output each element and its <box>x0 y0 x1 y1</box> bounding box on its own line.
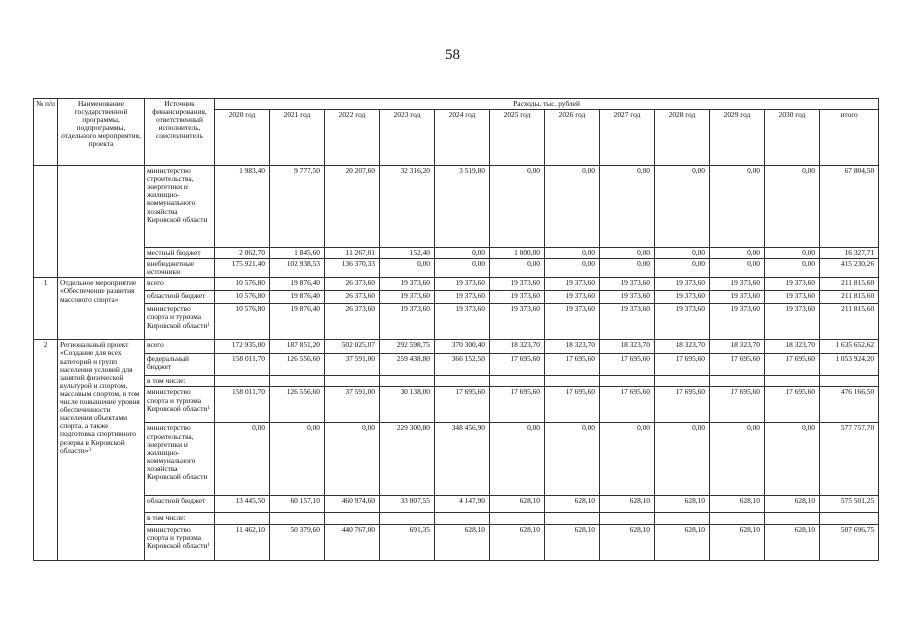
measure-name <box>58 340 145 560</box>
funding-source <box>145 248 215 259</box>
header-year: 2026 год <box>545 110 600 166</box>
amount-cell <box>600 513 655 524</box>
budget-table <box>33 98 879 561</box>
funding-source-text: министерство спорта и туризма Кировской области <box>147 387 208 413</box>
funding-source <box>145 496 215 513</box>
amount-cell: 152,40 <box>380 248 435 259</box>
amount-cell: 2 062,70 <box>215 248 270 259</box>
amount-cell: 26 373,60 <box>325 304 380 340</box>
amount-cell: 17 695,60 <box>545 387 600 423</box>
table-row <box>34 291 879 304</box>
funding-source-text: федеральный бюджет <box>147 354 189 372</box>
amount-cell: 0,00 <box>710 166 765 248</box>
amount-cell: 691,35 <box>380 524 435 560</box>
measure-name <box>58 278 145 340</box>
amount-cell: 126 556,60 <box>270 354 325 376</box>
amount-cell: 19 373,60 <box>380 291 435 304</box>
header-year: 2024 год <box>435 110 490 166</box>
amount-cell <box>325 513 380 524</box>
amount-cell: 17 695,60 <box>765 387 820 423</box>
amount-cell <box>270 376 325 387</box>
funding-source <box>145 524 215 560</box>
amount-cell <box>490 513 545 524</box>
row-number: 2 <box>34 340 58 560</box>
amount-cell: 0,00 <box>655 166 710 248</box>
amount-cell: 18 323,70 <box>600 340 655 354</box>
amount-cell: 158 011,70 <box>215 354 270 376</box>
table-row <box>34 513 879 524</box>
funding-source <box>145 304 215 340</box>
amount-cell: 0,00 <box>655 423 710 496</box>
amount-cell <box>490 376 545 387</box>
funding-source <box>145 278 215 291</box>
header-year: 2030 год <box>765 110 820 166</box>
amount-cell: 17 695,60 <box>655 387 710 423</box>
footnote-mark: 1 <box>207 405 210 411</box>
amount-cell: 19 373,60 <box>655 291 710 304</box>
amount-cell: 628,10 <box>600 524 655 560</box>
amount-cell: 628,10 <box>765 496 820 513</box>
amount-cell: 19 373,60 <box>490 291 545 304</box>
amount-cell: 18 323,70 <box>490 340 545 354</box>
amount-cell: 0,00 <box>600 248 655 259</box>
amount-cell: 19 373,60 <box>600 291 655 304</box>
header-expenses: Расходы, тыс. рублей <box>215 99 879 110</box>
funding-source <box>145 423 215 496</box>
amount-cell <box>435 376 490 387</box>
total-cell <box>820 376 879 387</box>
amount-cell: 17 695,60 <box>435 387 490 423</box>
amount-cell: 19 373,60 <box>545 304 600 340</box>
amount-cell: 102 938,53 <box>270 259 325 278</box>
amount-cell: 10 576,80 <box>215 291 270 304</box>
total-cell: 476 166,50 <box>820 387 879 423</box>
amount-cell: 19 373,60 <box>655 278 710 291</box>
amount-cell: 11 267,01 <box>325 248 380 259</box>
measure-name <box>58 166 145 278</box>
amount-cell: 19 373,60 <box>545 278 600 291</box>
header-year: 2023 год <box>380 110 435 166</box>
amount-cell: 440 767,00 <box>325 524 380 560</box>
amount-cell: 17 695,60 <box>655 354 710 376</box>
amount-cell: 19 876,40 <box>270 304 325 340</box>
amount-cell: 19 373,60 <box>655 304 710 340</box>
table-row <box>34 423 879 496</box>
amount-cell: 19 373,60 <box>765 291 820 304</box>
amount-cell: 33 007,55 <box>380 496 435 513</box>
table-row <box>34 524 879 560</box>
amount-cell: 0,00 <box>545 166 600 248</box>
amount-cell: 0,00 <box>545 248 600 259</box>
amount-cell: 17 695,60 <box>600 387 655 423</box>
amount-cell: 0,00 <box>435 259 490 278</box>
amount-cell <box>545 513 600 524</box>
amount-cell: 32 316,20 <box>380 166 435 248</box>
amount-cell <box>710 513 765 524</box>
amount-cell <box>600 376 655 387</box>
amount-cell <box>215 513 270 524</box>
table-row <box>34 259 879 278</box>
amount-cell: 1 845,60 <box>270 248 325 259</box>
amount-cell: 0,00 <box>490 259 545 278</box>
funding-source <box>145 354 215 376</box>
funding-source-text: областной бюджет <box>147 291 206 301</box>
amount-cell <box>765 376 820 387</box>
amount-cell: 17 695,60 <box>490 387 545 423</box>
amount-cell <box>545 376 600 387</box>
amount-cell: 628,10 <box>765 524 820 560</box>
amount-cell: 628,10 <box>545 496 600 513</box>
amount-cell: 172 935,00 <box>215 340 270 354</box>
footnote-mark: 3 <box>88 447 91 453</box>
amount-cell <box>435 513 490 524</box>
amount-cell: 0,00 <box>710 248 765 259</box>
amount-cell: 136 370,33 <box>325 259 380 278</box>
amount-cell: 18 323,70 <box>710 340 765 354</box>
table-row <box>34 354 879 376</box>
amount-cell: 0,00 <box>710 423 765 496</box>
amount-cell: 628,10 <box>435 524 490 560</box>
amount-cell: 628,10 <box>600 496 655 513</box>
funding-source-text: в том числе: <box>147 513 186 523</box>
funding-source-text: министерство строительства, энергетики и жилищно-коммунального хозяйства Кировской области <box>147 166 208 224</box>
amount-cell: 628,10 <box>490 524 545 560</box>
header-year: 2025 год <box>490 110 545 166</box>
funding-source-text: местный бюджет <box>147 248 201 258</box>
amount-cell: 17 695,60 <box>765 354 820 376</box>
table-row <box>34 387 879 423</box>
amount-cell: 19 373,60 <box>545 291 600 304</box>
table-row <box>34 340 879 354</box>
amount-cell: 229 300,80 <box>380 423 435 496</box>
amount-cell: 19 373,60 <box>600 278 655 291</box>
amount-cell: 19 373,60 <box>710 291 765 304</box>
amount-cell: 0,00 <box>765 259 820 278</box>
amount-cell: 0,00 <box>215 423 270 496</box>
header-year: 2028 год <box>655 110 710 166</box>
amount-cell: 0,00 <box>490 166 545 248</box>
row-number: 1 <box>34 278 58 340</box>
amount-cell: 19 373,60 <box>600 304 655 340</box>
footnote-mark: 1 <box>207 322 210 328</box>
table-row <box>34 496 879 513</box>
amount-cell: 11 462,10 <box>215 524 270 560</box>
total-cell: 507 696,75 <box>820 524 879 560</box>
funding-source-text: внебюджетные источники <box>147 259 195 277</box>
amount-cell: 0,00 <box>545 423 600 496</box>
amount-cell: 460 974,60 <box>325 496 380 513</box>
funding-source <box>145 340 215 354</box>
funding-source <box>145 513 215 524</box>
footnote-mark: 1 <box>207 542 210 548</box>
amount-cell: 17 695,60 <box>710 387 765 423</box>
funding-source <box>145 376 215 387</box>
amount-cell: 628,10 <box>710 496 765 513</box>
amount-cell: 17 695,60 <box>710 354 765 376</box>
amount-cell: 628,10 <box>655 496 710 513</box>
amount-cell: 26 373,60 <box>325 278 380 291</box>
amount-cell: 19 373,60 <box>490 278 545 291</box>
total-cell <box>820 513 879 524</box>
funding-source <box>145 291 215 304</box>
amount-cell: 158 011,70 <box>215 387 270 423</box>
header-year: 2020 год <box>215 110 270 166</box>
total-cell: 211 815,60 <box>820 304 879 340</box>
funding-source-text: министерство спорта и туризма Кировской области <box>147 524 208 550</box>
amount-cell: 175 921,40 <box>215 259 270 278</box>
amount-cell: 628,10 <box>655 524 710 560</box>
amount-cell: 13 445,50 <box>215 496 270 513</box>
amount-cell <box>215 376 270 387</box>
amount-cell <box>380 376 435 387</box>
measure-name-text: Отдельное мероприятие «Обеспечение развития массового спорта» <box>60 278 137 304</box>
header-year: 2021 год <box>270 110 325 166</box>
amount-cell: 19 373,60 <box>710 304 765 340</box>
amount-cell: 19 373,60 <box>710 278 765 291</box>
table-row <box>34 376 879 387</box>
amount-cell: 0,00 <box>600 259 655 278</box>
page-number: 58 <box>445 47 460 63</box>
amount-cell: 37 591,00 <box>325 354 380 376</box>
total-cell: 575 501,25 <box>820 496 879 513</box>
amount-cell: 348 456,90 <box>435 423 490 496</box>
amount-cell: 4 147,90 <box>435 496 490 513</box>
amount-cell: 3 519,80 <box>435 166 490 248</box>
amount-cell: 19 373,60 <box>765 278 820 291</box>
amount-cell: 19 373,60 <box>435 278 490 291</box>
amount-cell: 10 576,80 <box>215 278 270 291</box>
amount-cell <box>710 376 765 387</box>
amount-cell: 19 876,40 <box>270 278 325 291</box>
header-year: 2027 год <box>600 110 655 166</box>
amount-cell: 9 777,50 <box>270 166 325 248</box>
amount-cell: 628,10 <box>490 496 545 513</box>
amount-cell: 17 695,60 <box>600 354 655 376</box>
funding-source-text: в том числе: <box>147 376 186 386</box>
amount-cell: 30 138,00 <box>380 387 435 423</box>
funding-source-text: областной бюджет <box>147 496 206 506</box>
header-row-top <box>34 99 879 110</box>
amount-cell: 0,00 <box>600 423 655 496</box>
amount-cell: 0,00 <box>655 259 710 278</box>
amount-cell: 259 438,80 <box>380 354 435 376</box>
amount-cell: 628,10 <box>710 524 765 560</box>
amount-cell: 20 207,60 <box>325 166 380 248</box>
header-source: Источник финансирования, ответственный исполнитель, соисполнитель <box>145 99 215 166</box>
amount-cell: 0,00 <box>490 423 545 496</box>
amount-cell: 0,00 <box>270 423 325 496</box>
header-name: Наименование государственной программы, подпрограммы, отдельного мероприятия, проекта <box>58 99 145 166</box>
amount-cell: 19 876,40 <box>270 291 325 304</box>
amount-cell: 0,00 <box>710 259 765 278</box>
amount-cell: 292 598,75 <box>380 340 435 354</box>
amount-cell: 19 373,60 <box>435 304 490 340</box>
amount-cell: 17 695,60 <box>545 354 600 376</box>
total-cell: 577 757,70 <box>820 423 879 496</box>
amount-cell: 0,00 <box>545 259 600 278</box>
amount-cell: 366 152,50 <box>435 354 490 376</box>
header-num: № п/п <box>34 99 58 166</box>
amount-cell <box>325 376 380 387</box>
total-cell: 67 804,50 <box>820 166 879 248</box>
funding-source-text: министерство строительства, энергетики и жилищно-коммунального хозяйства Кировской области <box>147 423 208 482</box>
amount-cell: 10 576,80 <box>215 304 270 340</box>
amount-cell: 1 983,40 <box>215 166 270 248</box>
header-year: 2022 год <box>325 110 380 166</box>
funding-source <box>145 259 215 278</box>
amount-cell: 628,10 <box>545 524 600 560</box>
amount-cell: 18 323,70 <box>545 340 600 354</box>
amount-cell: 0,00 <box>765 248 820 259</box>
table-row <box>34 248 879 259</box>
amount-cell: 19 373,60 <box>490 304 545 340</box>
amount-cell: 0,00 <box>325 423 380 496</box>
table-row <box>34 166 879 248</box>
amount-cell: 0,00 <box>435 248 490 259</box>
funding-source-text: всего <box>147 340 164 350</box>
total-cell: 16 327,71 <box>820 248 879 259</box>
header-total: итого <box>820 110 879 166</box>
amount-cell <box>655 513 710 524</box>
funding-source-text: всего <box>147 278 164 288</box>
amount-cell: 0,00 <box>765 166 820 248</box>
amount-cell: 0,00 <box>655 248 710 259</box>
total-cell: 211 815,60 <box>820 291 879 304</box>
amount-cell: 0,00 <box>380 259 435 278</box>
table-row <box>34 278 879 291</box>
amount-cell: 126 556,60 <box>270 387 325 423</box>
total-cell: 211 815,60 <box>820 278 879 291</box>
amount-cell: 370 300,40 <box>435 340 490 354</box>
funding-source-text: министерство спорта и туризма Кировской области <box>147 304 208 330</box>
amount-cell: 1 000,00 <box>490 248 545 259</box>
measure-name-text: Региональный проект «Создание для всех категорий и групп населения условий для занятий физической культурой и спортом, массовым спортом, в том числе повышение уровня обеспеченности населения объектами спорта, а также подготовка спортивного резерва в Кировской области» <box>60 340 140 455</box>
amount-cell <box>765 513 820 524</box>
amount-cell: 17 695,60 <box>490 354 545 376</box>
amount-cell: 18 323,70 <box>655 340 710 354</box>
amount-cell: 502 025,07 <box>325 340 380 354</box>
funding-source <box>145 166 215 248</box>
amount-cell: 19 373,60 <box>435 291 490 304</box>
amount-cell: 60 157,10 <box>270 496 325 513</box>
funding-source <box>145 387 215 423</box>
amount-cell: 18 323,70 <box>765 340 820 354</box>
amount-cell: 37 591,00 <box>325 387 380 423</box>
amount-cell: 0,00 <box>765 423 820 496</box>
header-year: 2029 год <box>710 110 765 166</box>
amount-cell: 187 851,20 <box>270 340 325 354</box>
amount-cell: 19 373,60 <box>380 278 435 291</box>
total-cell: 1 053 924,20 <box>820 354 879 376</box>
table-row <box>34 304 879 340</box>
amount-cell <box>655 376 710 387</box>
amount-cell: 0,00 <box>600 166 655 248</box>
total-cell: 1 635 652,62 <box>820 340 879 354</box>
amount-cell <box>380 513 435 524</box>
row-number <box>34 166 58 278</box>
amount-cell: 50 379,60 <box>270 524 325 560</box>
amount-cell: 19 373,60 <box>765 304 820 340</box>
amount-cell: 26 373,60 <box>325 291 380 304</box>
amount-cell <box>270 513 325 524</box>
amount-cell: 19 373,60 <box>380 304 435 340</box>
total-cell: 415 230,26 <box>820 259 879 278</box>
